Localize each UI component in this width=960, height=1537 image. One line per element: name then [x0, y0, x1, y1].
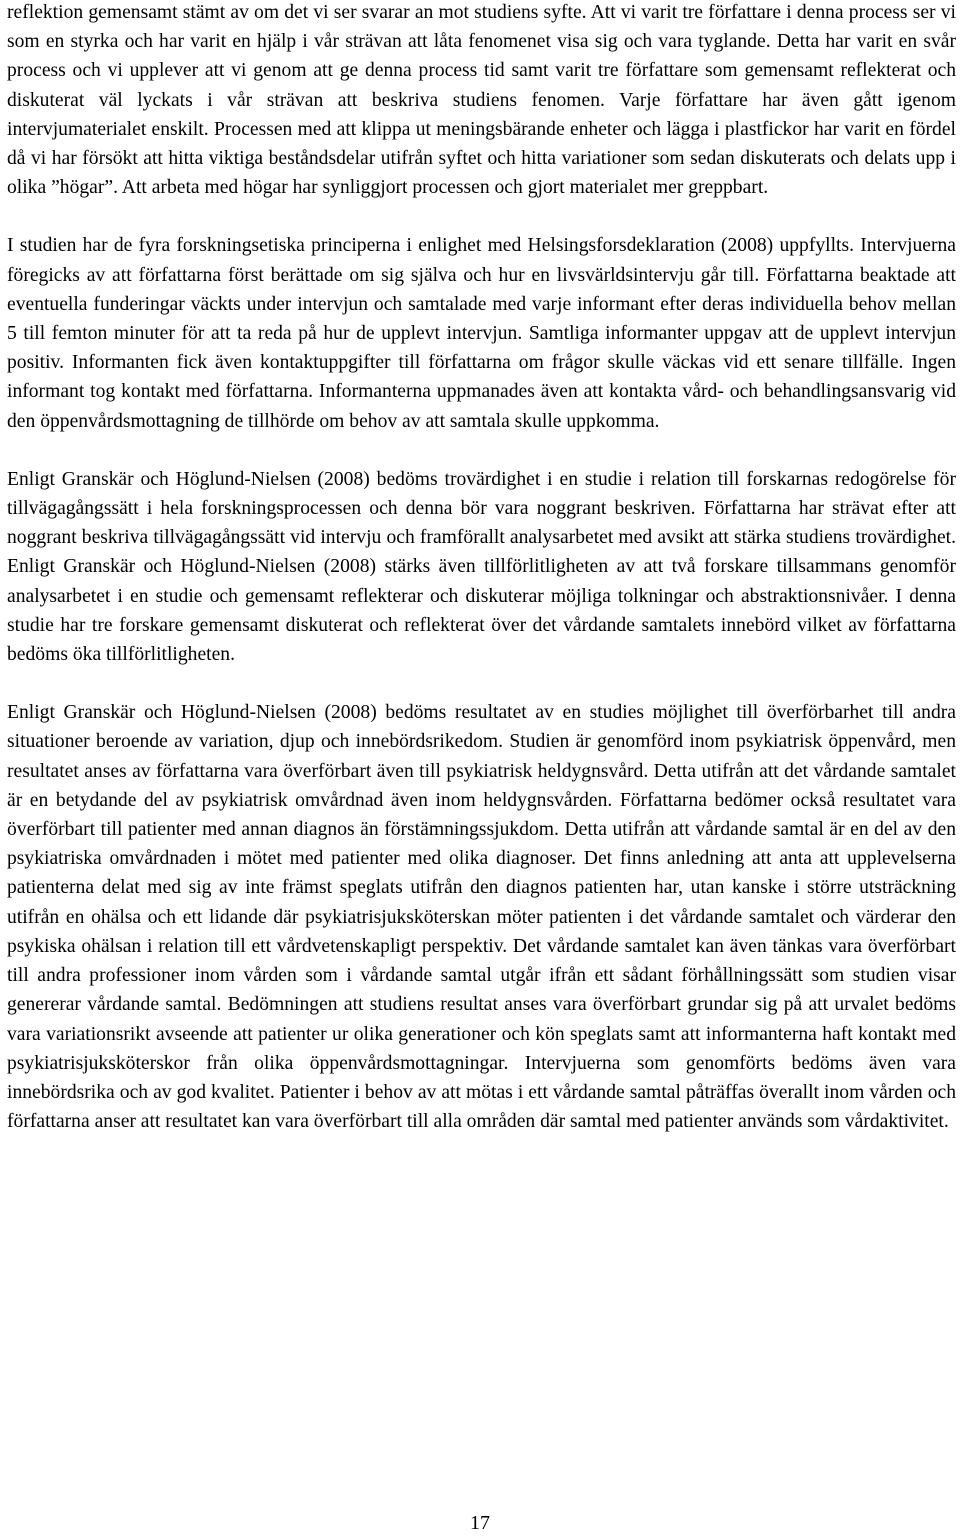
page-number: 17 [470, 1512, 490, 1534]
document-page [7, 0, 956, 1136]
paragraph-transferability: Enligt Granskär och Höglund-Nielsen (2008) bedöms resultatet av en studies möjlighet till överförbarhet till andra situationer beroende av variation, djup och innebördsrikedom. Studien är genomförd inom psykiatrisk öppenvård, men resultatet anses av författarna vara överförbart även till psykiatrisk heldygnsvård. Detta utifrån att det vårdande samtalet är en betydande del av psykiatrisk omvårdnad även inom heldygnsvården. Författarna bedömer också resultatet vara överförbart till patienter med annan diagnos än förstämningssjukdom. Detta utifrån att vårdande samtal är en del av den psykiatriska omvårdnaden i mötet med patienter med olika diagnoser. Det finns anledning att anta att upplevelserna patienterna delat med sig av inte främst speglats utifrån den diagnos patienten har, utan kanske i större utsträckning utifrån en ohälsa och ett lidande där psykiatrisjuksköterskan möter patienten i det vårdande samtalet och värderar den psykiska ohälsan i relation till ett vårdvetenskapligt perspektiv. Det vårdande samtalet kan även tänkas vara överförbart till andra professioner inom vården som i vårdande samtal utgår ifrån ett sådant förhållningssätt som studien visar genererar vårdande samtal. Bedömningen att studiens resultat anses vara överförbart grundar sig på att urvalet bedöms vara variationsrikt avseende att patienter ur olika generationer och kön speglats samt att informanterna haft kontakt med psykiatrisjuksköterskor från olika öppenvårdsmottagningar. Intervjuerna som genomförts bedöms även vara innebördsrika och av god kvalitet. Patienter i behov av att mötas i ett vårdande samtal påträffas överallt inom vården och författarna anser att resultatet kan vara överförbart till alla områden där samtal med patienter används som vårdaktivitet. [7, 702, 956, 1133]
paragraph-reflection: reflektion gemensamt stämt av om det vi ser svarar an mot studiens syfte. Att vi varit tre författare i denna process ser vi som en styrka och har varit en hjälp i vår strävan att låta fenomenet visa sig och vara tyglande. Detta har varit en svår process och vi upplever att vi genom att ge denna process tid samt varit tre författare som gemensamt reflekterat och diskuterat väl lyckats i vår strävan att beskriva studiens fenomen. Varje författare har även gått igenom intervjumaterialet enskilt. Processen med att klippa ut meningsbärande enheter och lägga i plastfickor har varit en fördel då vi har försökt att hitta viktiga beståndsdelar utifrån syftet och hitta variationer som sedan diskuterats och delats upp i olika ”högar”. Att arbeta med högar har synliggjort processen och gjort materialet mer greppbart. [7, 2, 956, 199]
paragraph-ethics: I studien har de fyra forskningsetiska principerna i enlighet med Helsingsforsdeklaration (2008) uppfyllts. Intervjuerna föregicks av att författarna först berättade om sig själva och hur en livsvärldsintervju går till. Författarna beaktade att eventuella funderingar väckts under intervjun och samtalade med varje informant efter deras individuella behov mellan 5 till femton minuter för att ta reda på hur de upplevt intervjun. Samtliga informanter uppgav att de upplevt intervjun positiv. Informanten fick även kontaktuppgifter till författarna om frågor skulle väckas vid ett senare tillfälle. Ingen informant tog kontakt med författarna. Informanterna uppmanades även att kontakta vård- och behandlingsansvarig vid den öppenvårdsmottagning de tillhörde om behov av att samtala skulle uppkomma. [7, 235, 956, 432]
paragraph-credibility: Enligt Granskär och Höglund-Nielsen (2008) bedöms trovärdighet i en studie i relation till forskarnas redogörelse för tillvägagångssätt i hela forskningsprocessen och denna bör vara noggrant beskriven. Författarna har strävat efter att noggrant beskriva tillvägagångssätt vid intervju och framförallt analysarbetet med avsikt att stärka studiens trovärdighet. Enligt Granskär och Höglund-Nielsen (2008) stärks även tillförlitligheten av att två forskare tillsammans genomför analysarbetet i en studie och gemensamt reflekterar och diskuterar möjliga tolkningar och abstraktionsnivåer. I denna studie har tre forskare gemensamt diskuterat och reflekterat över det vårdande samtalets innebörd vilket av författarna bedöms öka tillförlitligheten. [7, 468, 956, 666]
